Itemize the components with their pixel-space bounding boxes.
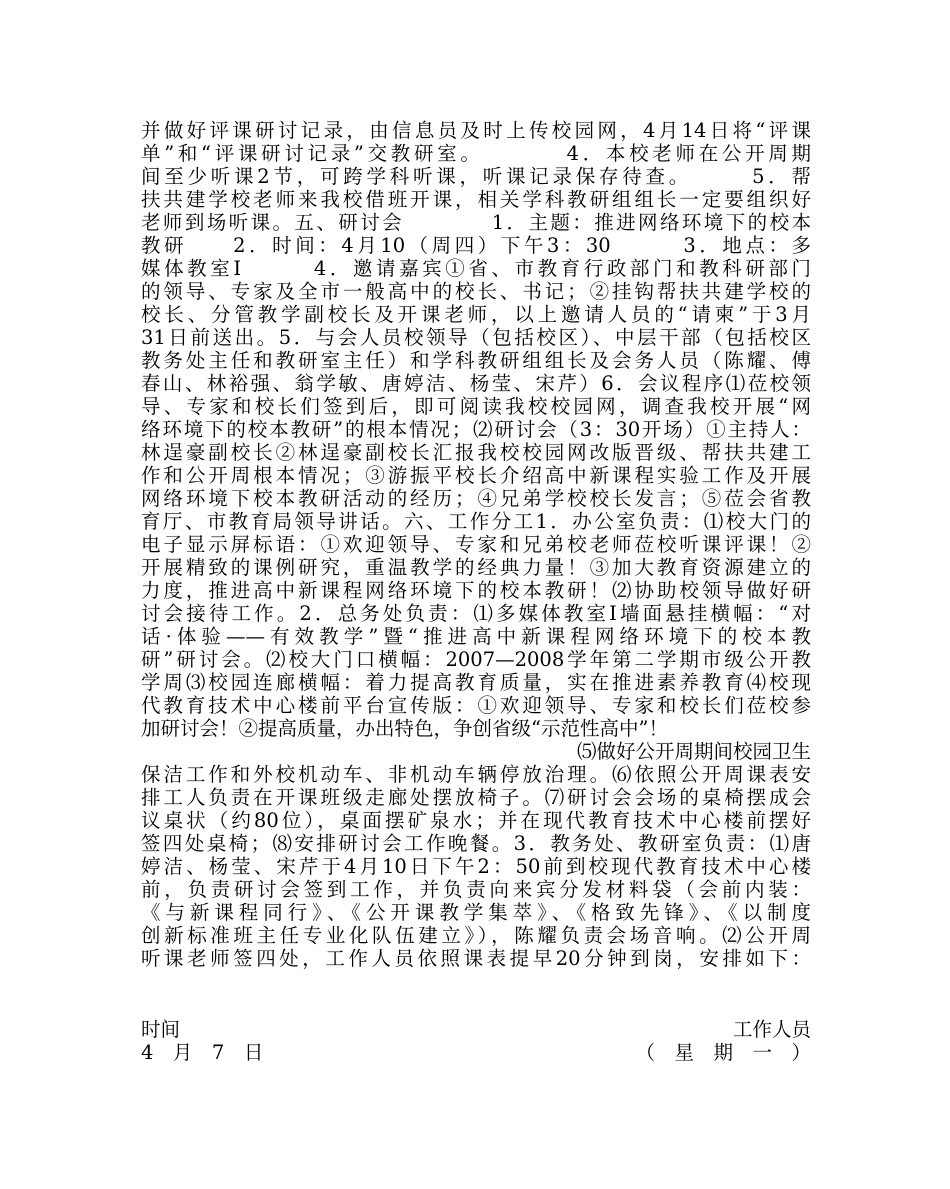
text-line: 《与新课程同行》、《公开课教学集萃》、《格致先锋》、《以制度 (141, 901, 811, 924)
text-line: 签四处桌椅；⑻安排研讨会工作晚餐。3．教务处、教研室负责：⑴唐 (141, 832, 811, 855)
text-line: 前，负责研讨会签到工作，并负责向来宾分发材料袋（会前内装： (141, 878, 811, 901)
text-line: 话·体验——有效教学”暨“推进高中新课程网络环境下的校本教 (141, 625, 811, 648)
text-line: 校长、分管教学副校长及开课老师，以上邀请人员的“请柬”于3月 (141, 303, 811, 326)
text-line: 电子显示屏标语：①欢迎领导、专家和兄弟校老师莅校听课评课！② (141, 533, 811, 556)
text-line: 的领导、专家及全市一般高中的校长、书记；②挂钩帮扶共建学校的 (141, 280, 811, 303)
text-line: 听课老师签四处，工作人员依照课表提早20分钟到岗，安排如下： (141, 947, 811, 970)
text-line: 31日前送出。5．与会人员校领导（包括校区）、中层干部（包括校区 (141, 326, 811, 349)
text-line: 开展精致的课例研究，重温教学的经典力量！③加大教育资源建立的 (141, 556, 811, 579)
column-header-staff: 工作人员 (732, 1018, 811, 1041)
text-line: 导、专家和校长们签到后，即可阅读我校校园网，调查我校开展“网 (141, 395, 811, 418)
text-line: 扶共建学校老师来我校借班开课，相关学科教研组组长一定要组织好 (141, 188, 811, 211)
text-line: 网络环境下校本教研活动的经历；④兄弟学校校长发言；⑤莅会省教 (141, 487, 811, 510)
schedule-table-header (141, 1018, 811, 1041)
text-line: 春山、林裕强、翁学敏、唐婷洁、杨莹、宋芹）6．会议程序⑴莅校领 (141, 372, 811, 395)
text-line: 单”和“评课研讨记录”交教研室。 4．本校老师在公开周期 (141, 142, 811, 165)
text-line: 媒体教室Ⅰ 4．邀请嘉宾①省、市教育行政部门和教科研部门 (141, 257, 811, 280)
text-line: 教研 2．时间：4月10（周四）下午3：30 3．地点：多 (141, 234, 811, 257)
text-line: 婷洁、杨莹、宋芹于4月10日下午2：50前到校现代教育技术中心楼 (141, 855, 811, 878)
text-line: 力度，推进高中新课程网络环境下的校本教研！⑵协助校领导做好研 (141, 579, 811, 602)
text-line: 作和公开周根本情况；③游振平校长介绍高中新课程实验工作及开展 (141, 464, 811, 487)
text-line: 议桌状（约80位），桌面摆矿泉水；并在现代教育技术中心楼前摆好 (141, 809, 811, 832)
schedule-date: 4 月 7 日 (141, 1041, 264, 1064)
text-line: 学周⑶校园连廊横幅：着力提高教育质量，实在推进素养教育⑷校现 (141, 671, 811, 694)
schedule-weekday: （ 星 期 一 ） (635, 1041, 811, 1064)
text-line: 研”研讨会。⑵校大门口横幅：2007—2008学年第二学期市级公开教 (141, 648, 811, 671)
text-line: 代教育技术中心楼前平台宣传版：①欢迎领导、专家和校长们莅校参 (141, 694, 811, 717)
text-line: 老师到场听课。五、研讨会 1．主题：推进网络环境下的校本 (141, 211, 811, 234)
schedule-table-row (141, 1041, 811, 1064)
text-line: 加研讨会！②提高质量，办出特色，争创省级“示范性高中”！ (141, 717, 668, 740)
text-line: 林逞豪副校长②林逞豪副校长汇报我校校园网改版晋级、帮扶共建工 (141, 441, 811, 464)
column-header-time: 时间 (141, 1018, 181, 1041)
text-line: 育厅、市教育局领导讲话。六、工作分工1．办公室负责：⑴校大门的 (141, 510, 811, 533)
text-line: 讨会接待工作。2．总务处负责：⑴多媒体教室Ⅰ墙面悬挂横幅：“对 (141, 602, 811, 625)
text-line: 排工人负责在开课班级走廊处摆放椅子。⑺研讨会会场的桌椅摆成会 (141, 786, 811, 809)
text-line: 间至少听课2节，可跨学科听课，听课记录保存待查。 5．帮 (141, 165, 811, 188)
text-line: 络环境下的校本教研”的根本情况；⑵研讨会（3：30开场）①主持人： (141, 418, 811, 441)
text-line: ⑸做好公开周期间校园卫生 (576, 740, 811, 763)
text-line: 保洁工作和外校机动车、非机动车辆停放治理。⑹依照公开周课表安 (141, 763, 811, 786)
text-line: 创新标准班主任专业化队伍建立》），陈耀负责会场音响。⑵公开周 (141, 924, 811, 947)
text-line: 并做好评课研讨记录，由信息员及时上传校园网，4月14日将“评课 (141, 119, 811, 142)
text-line: 教务处主任和教研室主任）和学科教研组组长及会务人员（陈耀、傅 (141, 349, 811, 372)
